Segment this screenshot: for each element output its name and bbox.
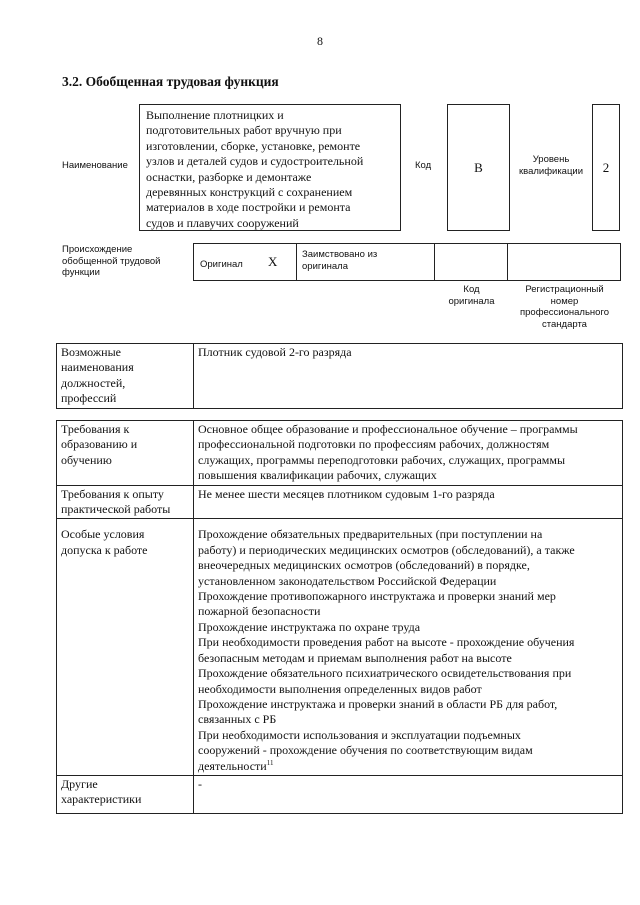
name-label: Наименование <box>62 160 128 171</box>
name-line: деревянных конструкций с сохранением <box>146 185 353 200</box>
table-row <box>57 519 623 776</box>
level-label: Уровень квалификации <box>518 154 584 177</box>
original-cell <box>193 243 297 281</box>
borrowed-label: Заимствовано из оригинала <box>302 249 378 272</box>
borrowed-cell <box>297 243 435 281</box>
positions-label: Возможные наименования должностей, профессий <box>57 344 194 409</box>
positions-table <box>56 343 623 409</box>
table-row <box>57 775 623 813</box>
code-value: В <box>474 159 483 175</box>
name-line: материалов в ходе постройки и ремонта <box>146 200 351 215</box>
table-row <box>57 485 623 519</box>
name-box <box>139 104 401 231</box>
name-line: узлов и деталей судов и судостроительной <box>146 154 364 169</box>
conditions-label: Особые условия допуска к работе <box>57 519 194 776</box>
name-line: подготовительных работ вручную при <box>146 123 342 138</box>
page-number: 8 <box>317 34 323 48</box>
origin-reg-cell <box>508 243 621 281</box>
experience-value: Не менее шести месяцев плотником судовым 1-го разряда <box>194 485 623 519</box>
name-line: оснастки, разборке и демонтаже <box>146 169 312 184</box>
name-line: судов и плавучих сооружений <box>146 215 299 230</box>
table-row <box>57 344 623 409</box>
origin-label: Происхождение обобщенной трудовой функции <box>62 244 161 278</box>
other-value: - <box>194 775 623 813</box>
reg-caption: Регистрационный номер профессионального стандарта <box>520 284 609 330</box>
footnote-mark: 11 <box>266 758 274 767</box>
education-value: Основное общее образование и профессиональное обучение – программы профессиональной подготовки по профессиям рабочих, должностям служащих, программы переподготовки рабочих, служащих, программы повышения квалификации рабочих, служащих <box>194 421 623 486</box>
code-box <box>447 104 510 231</box>
name-line: Выполнение плотницких и <box>146 108 284 122</box>
section-title: 3.2. Обобщенная трудовая функция <box>62 74 279 89</box>
education-label: Требования к образованию и обучению <box>57 421 194 486</box>
table-row <box>57 421 623 486</box>
conditions-value: Прохождение обязательных предварительных (при поступлении на работу) и периодических медицинских осмотров (обследований), а также внеочередных медицинских осмотров (обследований) в порядке, установленном законодательством Российской Федерации Прохождение противопожарного инструктажа и проверки знаний мер пожарной безопасности Прохождение инструктажа по охране труда При необходимости проведения работ на высоте - прохождение обучения безопасным методам и приемам выполнения работ на высоте Прохождение обязательного психиатрического освидетельствования при необходимости выполнения определенных видов работ Прохождение инструктажа и проверки знаний в области РБ для работ, связанных с РБ При необходимости использования и эксплуатации подъемных сооружений - прохождение обучения по соответствующим видам деятельности$^{11}$ <box>194 519 623 776</box>
code-label: Код <box>415 160 432 171</box>
original-mark: X <box>268 254 278 269</box>
name-line: изготовлении, сборке, установке, ремонте <box>146 138 361 153</box>
code-caption: Код оригинала <box>448 284 495 307</box>
other-label: Другие характеристики <box>57 775 194 813</box>
level-box <box>592 104 620 231</box>
positions-value: Плотник судовой 2-го разряда <box>194 344 623 409</box>
original-label: Оригинал <box>200 259 243 270</box>
origin-code-cell <box>435 243 508 281</box>
requirements-table <box>56 420 623 814</box>
experience-label: Требования к опыту практической работы <box>57 485 194 519</box>
level-value: 2 <box>602 159 610 175</box>
